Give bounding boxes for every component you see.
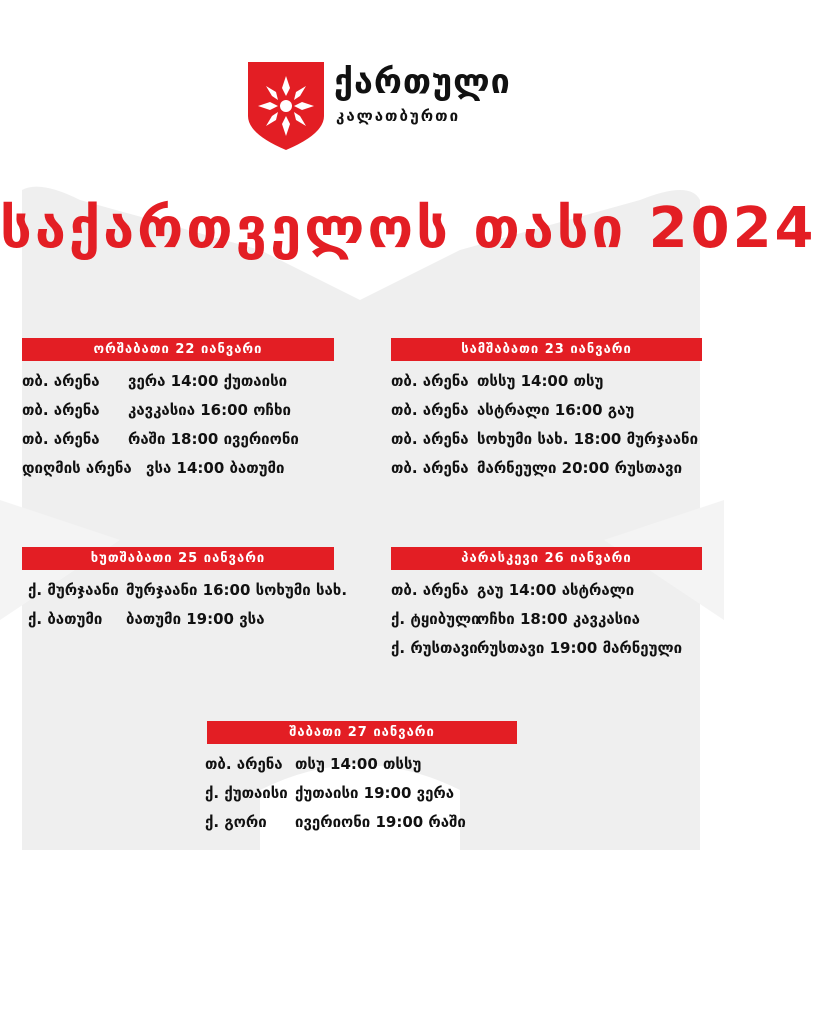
match-venue: თბ. არენა bbox=[391, 401, 469, 419]
match-venue: თბ. არენა bbox=[22, 372, 100, 390]
match-venue: ქ. ქუთაისი bbox=[205, 784, 288, 802]
day-block-thursday bbox=[22, 547, 348, 634]
match-fixture: ქუთაისი 19:00 ვერა bbox=[295, 784, 455, 802]
match-row bbox=[391, 605, 702, 634]
match-venue: ქ. გორი bbox=[205, 813, 267, 831]
match-row bbox=[22, 605, 334, 634]
match-row bbox=[391, 454, 702, 483]
match-venue: ქ. ტყიბული bbox=[391, 610, 480, 628]
match-venue: თბ. არენა bbox=[22, 430, 100, 448]
match-fixture: რუსთავი 19:00 მარნეული bbox=[477, 639, 683, 657]
day-block-saturday bbox=[207, 721, 517, 837]
match-fixture: ასტრალი 16:00 გაუ bbox=[477, 401, 635, 419]
match-row bbox=[205, 808, 517, 837]
match-fixture: ივერიონი 19:00 რაში bbox=[295, 813, 466, 831]
match-fixture: კავკასია 16:00 ოჩხი bbox=[128, 401, 291, 419]
match-venue: ქ. რუსთავი bbox=[391, 639, 478, 657]
match-venue: თბ. არენა bbox=[391, 372, 469, 390]
match-fixture: გაუ 14:00 ასტრალი bbox=[477, 581, 635, 599]
match-venue: თბ. არენა bbox=[391, 581, 469, 599]
logo-title: ქართული bbox=[334, 62, 511, 102]
match-fixture: ბათუმი 19:00 ვსა bbox=[126, 610, 265, 628]
match-venue: ქ. მურჯაანი bbox=[28, 581, 119, 599]
match-fixture: ვერა 14:00 ქუთაისი bbox=[128, 372, 288, 390]
match-row bbox=[22, 425, 334, 454]
page-title: საქართველოს თასი 2024 bbox=[0, 196, 817, 261]
match-fixture: სოხუმი სახ. 18:00 მურჯაანი bbox=[477, 430, 699, 448]
match-row bbox=[391, 367, 702, 396]
match-fixture: თსუ 14:00 თსსუ bbox=[295, 755, 422, 773]
day-header: სამშაბათი 23 იანვარი bbox=[391, 338, 702, 361]
match-venue: თბ. არენა bbox=[391, 430, 469, 448]
match-venue: დიღმის არენა bbox=[22, 459, 132, 477]
day-header: ორშაბათი 22 იანვარი bbox=[22, 338, 334, 361]
match-fixture: მურჯაანი 16:00 სოხუმი სახ. bbox=[126, 581, 348, 599]
match-venue: თბ. არენა bbox=[391, 459, 469, 477]
match-row bbox=[205, 779, 517, 808]
match-row bbox=[22, 454, 334, 483]
logo-subtitle: კალათბურთი bbox=[336, 107, 461, 125]
match-fixture: მარნეული 20:00 რუსთავი bbox=[477, 459, 683, 477]
match-row bbox=[391, 396, 702, 425]
match-fixture: ვსა 14:00 ბათუმი bbox=[146, 459, 285, 477]
match-fixture: თსსუ 14:00 თსუ bbox=[477, 372, 604, 390]
logo bbox=[246, 60, 511, 152]
day-block-monday bbox=[22, 338, 334, 483]
match-venue: ქ. ბათუმი bbox=[28, 610, 103, 628]
match-row bbox=[391, 425, 702, 454]
match-row bbox=[391, 634, 702, 663]
match-row bbox=[391, 576, 702, 605]
match-venue: თბ. არენა bbox=[22, 401, 100, 419]
match-row bbox=[22, 396, 334, 425]
match-venue: თბ. არენა bbox=[205, 755, 283, 773]
match-row bbox=[22, 367, 334, 396]
day-header: ხუთშაბათი 25 იანვარი bbox=[22, 547, 334, 570]
match-row bbox=[205, 750, 517, 779]
logo-shield-icon bbox=[246, 60, 326, 152]
day-block-tuesday bbox=[391, 338, 702, 483]
day-header: შაბათი 27 იანვარი bbox=[207, 721, 517, 744]
day-block-friday bbox=[391, 547, 702, 663]
match-row bbox=[22, 576, 348, 605]
day-header: პარასკევი 26 იანვარი bbox=[391, 547, 702, 570]
match-fixture: რაში 18:00 ივერიონი bbox=[128, 430, 299, 448]
match-fixture: ოჩხი 18:00 კავკასია bbox=[477, 610, 640, 628]
